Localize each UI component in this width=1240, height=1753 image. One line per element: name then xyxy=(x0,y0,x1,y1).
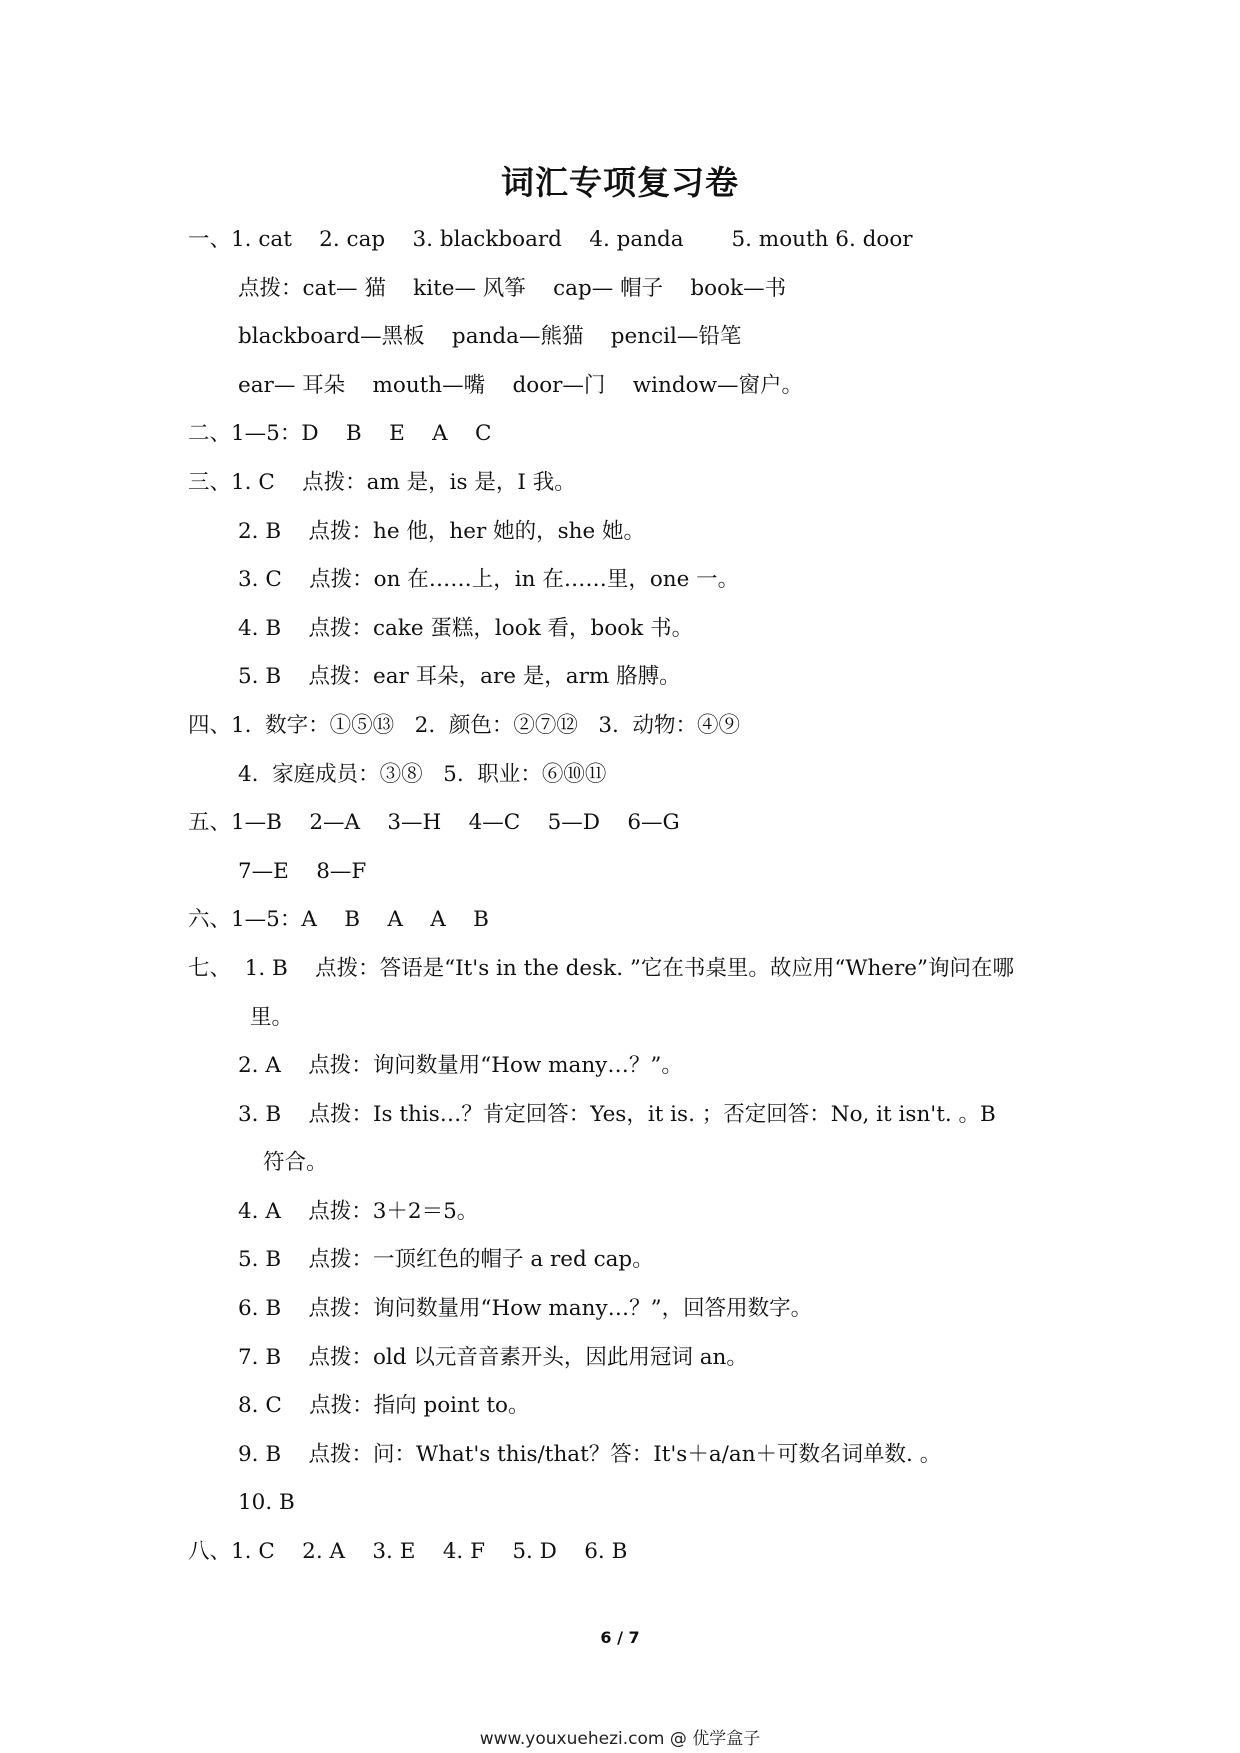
section-7-item-10: 10. B xyxy=(238,1490,295,1516)
section-3-item-3: 3. C 点拨：on 在……上，in 在……里，one 一。 xyxy=(238,567,740,593)
footer-watermark: www.youxuehezi.com @ 优学盒子 xyxy=(479,1729,761,1749)
section-2-answers: 二、1—5：D B E A C xyxy=(188,421,492,447)
section-7-item-2: 2. A 点拨：询问数量用“How many…？”。 xyxy=(238,1053,683,1079)
section-8-answers: 八、1. C 2. A 3. E 4. F 5. D 6. B xyxy=(188,1539,628,1565)
section-3-item-2: 2. B 点拨：he 他，her 她的，she 她。 xyxy=(238,518,646,544)
section-3-item-4: 4. B 点拨：cake 蛋糕，look 看，book 书。 xyxy=(238,615,694,641)
section-1-answers: 一、1. cat 2. cap 3. blackboard 4. panda 5. mouth 6. door xyxy=(188,227,913,252)
section-7-item-9: 9. B 点拨：问：What's this/that？答：It's＋a/an＋可数名词单数. 。 xyxy=(238,1441,942,1467)
section-3-item-5: 5. B 点拨：ear 耳朵，are 是，arm 胳膊。 xyxy=(238,664,681,690)
section-7-item-3-cont: 符合。 xyxy=(263,1150,328,1176)
page-title: 词汇专项复习卷 xyxy=(501,163,739,202)
section-5-line-2: 7—E 8—F xyxy=(238,858,367,884)
section-5-line-1: 五、1—B 2—A 3—H 4—C 5—D 6—G xyxy=(188,810,680,836)
section-3-item-1: 三、1. C 点拨：am 是，is 是，I 我。 xyxy=(188,469,576,495)
section-4-line-1: 四、1. 数字：①⑤⑬ 2. 颜色：②⑦⑫ 3. 动物：④⑨ xyxy=(188,712,741,738)
section-7-item-4: 4. A 点拨：3＋2＝5。 xyxy=(238,1198,479,1224)
section-6-answers: 六、1—5：A B A A B xyxy=(188,907,489,933)
section-7-item-5: 5. B 点拨：一顶红色的帽子 a red cap。 xyxy=(238,1247,654,1273)
section-7-item-6: 6. B 点拨：询问数量用“How many…？”，回答用数字。 xyxy=(238,1296,813,1322)
answer-content xyxy=(188,216,1068,1577)
section-7-item-8: 8. C 点拨：指向 point to。 xyxy=(238,1393,530,1419)
section-7-item-1-cont: 里。 xyxy=(250,1004,294,1030)
section-7-item-3: 3. B 点拨：Is this…？肯定回答：Yes，it is. ；否定回答：No, it isn't. 。B xyxy=(238,1101,996,1127)
section-1-hint-line-3: ear— 耳朵 mouth—嘴 door—门 window—窗户。 xyxy=(238,372,803,398)
section-1-hint-line-1: 点拨：cat— 猫 kite— 风筝 cap— 帽子 book—书 xyxy=(238,275,787,301)
page-number: 6 / 7 xyxy=(600,1628,640,1647)
section-7-item-1: 七、 1. B 点拨：答语是“It's in the desk. ”它在书桌里。故应用“Where”询问在哪 xyxy=(188,955,1015,981)
section-1-hint-line-2: blackboard—黑板 panda—熊猫 pencil—铅笔 xyxy=(238,324,742,350)
section-7-item-7: 7. B 点拨：old 以元音音素开头，因此用冠词 an。 xyxy=(238,1344,748,1370)
section-4-line-2: 4. 家庭成员：③⑧ 5. 职业：⑥⑩⑪ xyxy=(238,761,607,787)
